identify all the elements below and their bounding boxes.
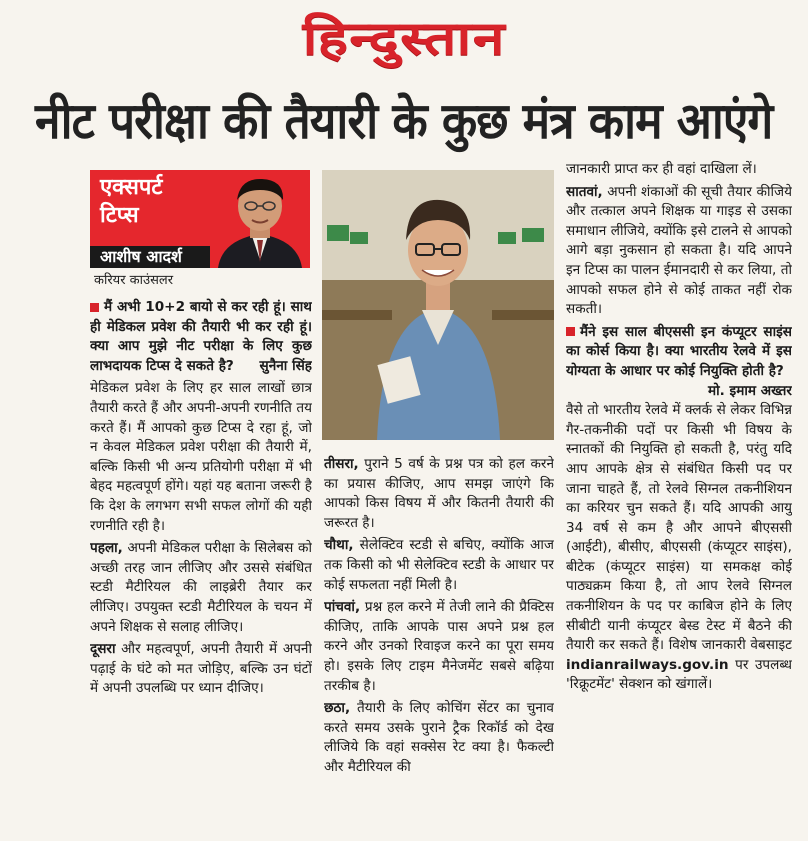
- tip-2: [90, 640, 312, 699]
- masthead-title: हिन्दुस्तान: [302, 11, 506, 65]
- tip-1-text: अपनी मेडिकल परीक्षा के सिलेबस को अच्छी तरह जान लीजिए और उससे संबंधित स्टडी मैटीरियल की लाइब्रेरी तैयार कर लीजिए। उपयुक्त स्टडी मैटीरियल के चयन में अपने शिक्षक से सलाह लीजिए।: [90, 540, 312, 635]
- student-photo: [322, 170, 554, 440]
- question-2-text: मैंने इस साल बीएससी इन कंप्यूटर साइंस का कोर्स किया है। क्या भारतीय रेलवे में इस योग्यता के आधार पर कोई नियुक्ति होती है?: [566, 323, 792, 379]
- question-2-asker: मो. इमाम अख्तर: [707, 382, 792, 399]
- answer-1-intro: मेडिकल प्रवेश के लिए हर साल लाखों छात्र तैयारी करते हैं और अपनी-अपनी रणनीति तय करते हैं। मैं आपको कुछ टिप्स दे रहा हूं, जो न केवल मेडिकल प्रवेश परीक्षा की तैयारी में, बल्कि किसी भी अन्य प्रतियोगी परीक्षा में भी बेहद महत्वपूर्ण होंगे। यहां यह बताना जरूरी है कि देश के लगभग सभी सफल लोगों की यही रणनीति रही है।: [90, 380, 312, 534]
- tip-5: [324, 598, 554, 696]
- tip-7-lead: सातवां,: [566, 183, 603, 200]
- tip-3: [324, 455, 554, 533]
- expert-tips-box: [90, 170, 312, 292]
- railways-website: indianrailways.gov.in: [566, 656, 729, 673]
- tip-5-lead: पांचवां,: [324, 599, 361, 616]
- expert-name: आशीष आदर्श: [90, 246, 210, 268]
- tip-3-text: पुराने 5 वर्ष के प्रश्न पत्र को हल करने का प्रयास कीजिए, आप समझ जाएंगे कि आपको किस विषय में और कितनी तैयारी की जरूरत है।: [324, 456, 554, 531]
- bullet-square-icon: [566, 327, 575, 336]
- tip-4-lead: चौथा,: [324, 537, 354, 554]
- headline-text: नीट परीक्षा की तैयारी के कुछ मंत्र काम आएंगे: [35, 92, 773, 150]
- student-illustration: [322, 170, 554, 440]
- tip-2-lead: दूसरा: [90, 641, 116, 658]
- newspaper-masthead: [0, 6, 808, 68]
- tip-6-lead: छठा,: [324, 700, 351, 717]
- expert-label-line1: एक्सपर्ट: [100, 175, 163, 200]
- question-1: [90, 298, 312, 376]
- expert-role: करियर काउंसलर: [94, 273, 174, 288]
- question-1-text: मैं अभी 10+2 बायो से कर रही हूं। साथ ही मेडिकल प्रवेश की तैयारी भी कर रही हूं। क्या आप मुझे नीट परीक्षा के लिए कुछ लाभदायक टिप्स दे सकते है?: [90, 299, 312, 374]
- expert-label-line2: टिप्स: [100, 203, 139, 228]
- answer-2-text: वैसे तो भारतीय रेलवे में क्लर्क से लेकर विभिन्न गैर-तकनीकी पदों पर किसी भी विषय के स्नातकों की नियुक्ति हो सकती है, परंतु यदि आप आपके क्षेत्र से संबंधित किसी पद पर जाना चाहते हैं, तो रेलवे सिग्नल तकनीशियन का करियर चुन सकते हैं। यदि आपकी आयु 34 वर्ष से कम है और आपने बीएससी (आईटी), बीसीए, बीएससी (कंप्यूटर साइंस), बीटेक (कंप्यूटर साइंस) या समकक्ष कोई पाठ्यक्रम किया है, तो आप रेलवे सिग्नल तकनीशियन के पद पर काबिज होने के लिए सीबीटी यानी कंप्यूटर बेस्ड टेस्ट में बैठने की तैयारी कर सकते हैं। विशेष जानकारी वेबसाइट: [566, 402, 792, 654]
- tip-3-lead: तीसरा,: [324, 456, 359, 472]
- bullet-square-icon: [90, 303, 99, 312]
- tip-1-lead: पहला,: [90, 540, 123, 557]
- question-1-asker: सुनैना सिंह: [259, 357, 312, 374]
- expert-portrait-image: [210, 170, 310, 268]
- article-column-2: [324, 455, 554, 835]
- tip-4: [324, 536, 554, 595]
- tip-6-text: तैयारी के लिए कोचिंग सेंटर का चुनाव करते समय उसके पुराने ट्रैक रिकॉर्ड को देख लीजिये कि वहां सक्सेस रेट क्या है। फैकल्टी और मैटीरियल की: [324, 700, 554, 775]
- tip-6: [324, 699, 554, 777]
- tip-1: [90, 539, 312, 637]
- tip-7: [566, 183, 792, 320]
- tip-6-continued: जानकारी प्राप्त कर ही वहां दाखिला लें।: [566, 161, 757, 177]
- question-2: [566, 323, 792, 399]
- article-column-1: [90, 298, 312, 828]
- headline: [0, 76, 808, 162]
- tip-5-text: प्रश्न हल करने में तेजी लाने की प्रैक्टिस कीजिए, ताकि आपके पास अपने प्रश्न हल करने और उनको रिवाइज करने का पूरा समय हो। इसके लिए टाइम मैनेजमेंट सबसे बढ़िया तरकीब है।: [324, 599, 554, 694]
- tip-7-text: अपनी शंकाओं की सूची तैयार कीजिये और तत्काल अपने शिक्षक या गाइड से उसका समाधान लीजिये, क्योंकि इसे टालने से आपको आगे बड़ा नुकसान हो सकता है। यदि आपने इन टिप्स का पालन ईमानदारी से कर लिया, तो आपको सफल होने से कोई ताकत नहीं रोक सकती।: [566, 183, 792, 318]
- article-column-3: [566, 160, 792, 830]
- tip-4-text: सेलेक्टिव स्टडी से बचिए, क्योंकि आज तक किसी को भी सेलेक्टिव स्टडी के आधार पर कोई सफलता नहीं मिली है।: [324, 537, 554, 593]
- answer-2-end: पर उपलब्ध 'रिक्रूटमेंट' सेक्शन को खंगालें।: [566, 656, 792, 693]
- tip-2-text: और महत्वपूर्ण, अपनी तैयारी में अपनी पढ़ाई के घंटे को मत जोड़िए, बल्कि उन घंटों में अपनी उपलब्धि पर ध्यान दीजिए।: [90, 641, 312, 697]
- expert-label: [90, 170, 210, 246]
- answer-2: [566, 401, 792, 695]
- expert-photo: [210, 170, 310, 268]
